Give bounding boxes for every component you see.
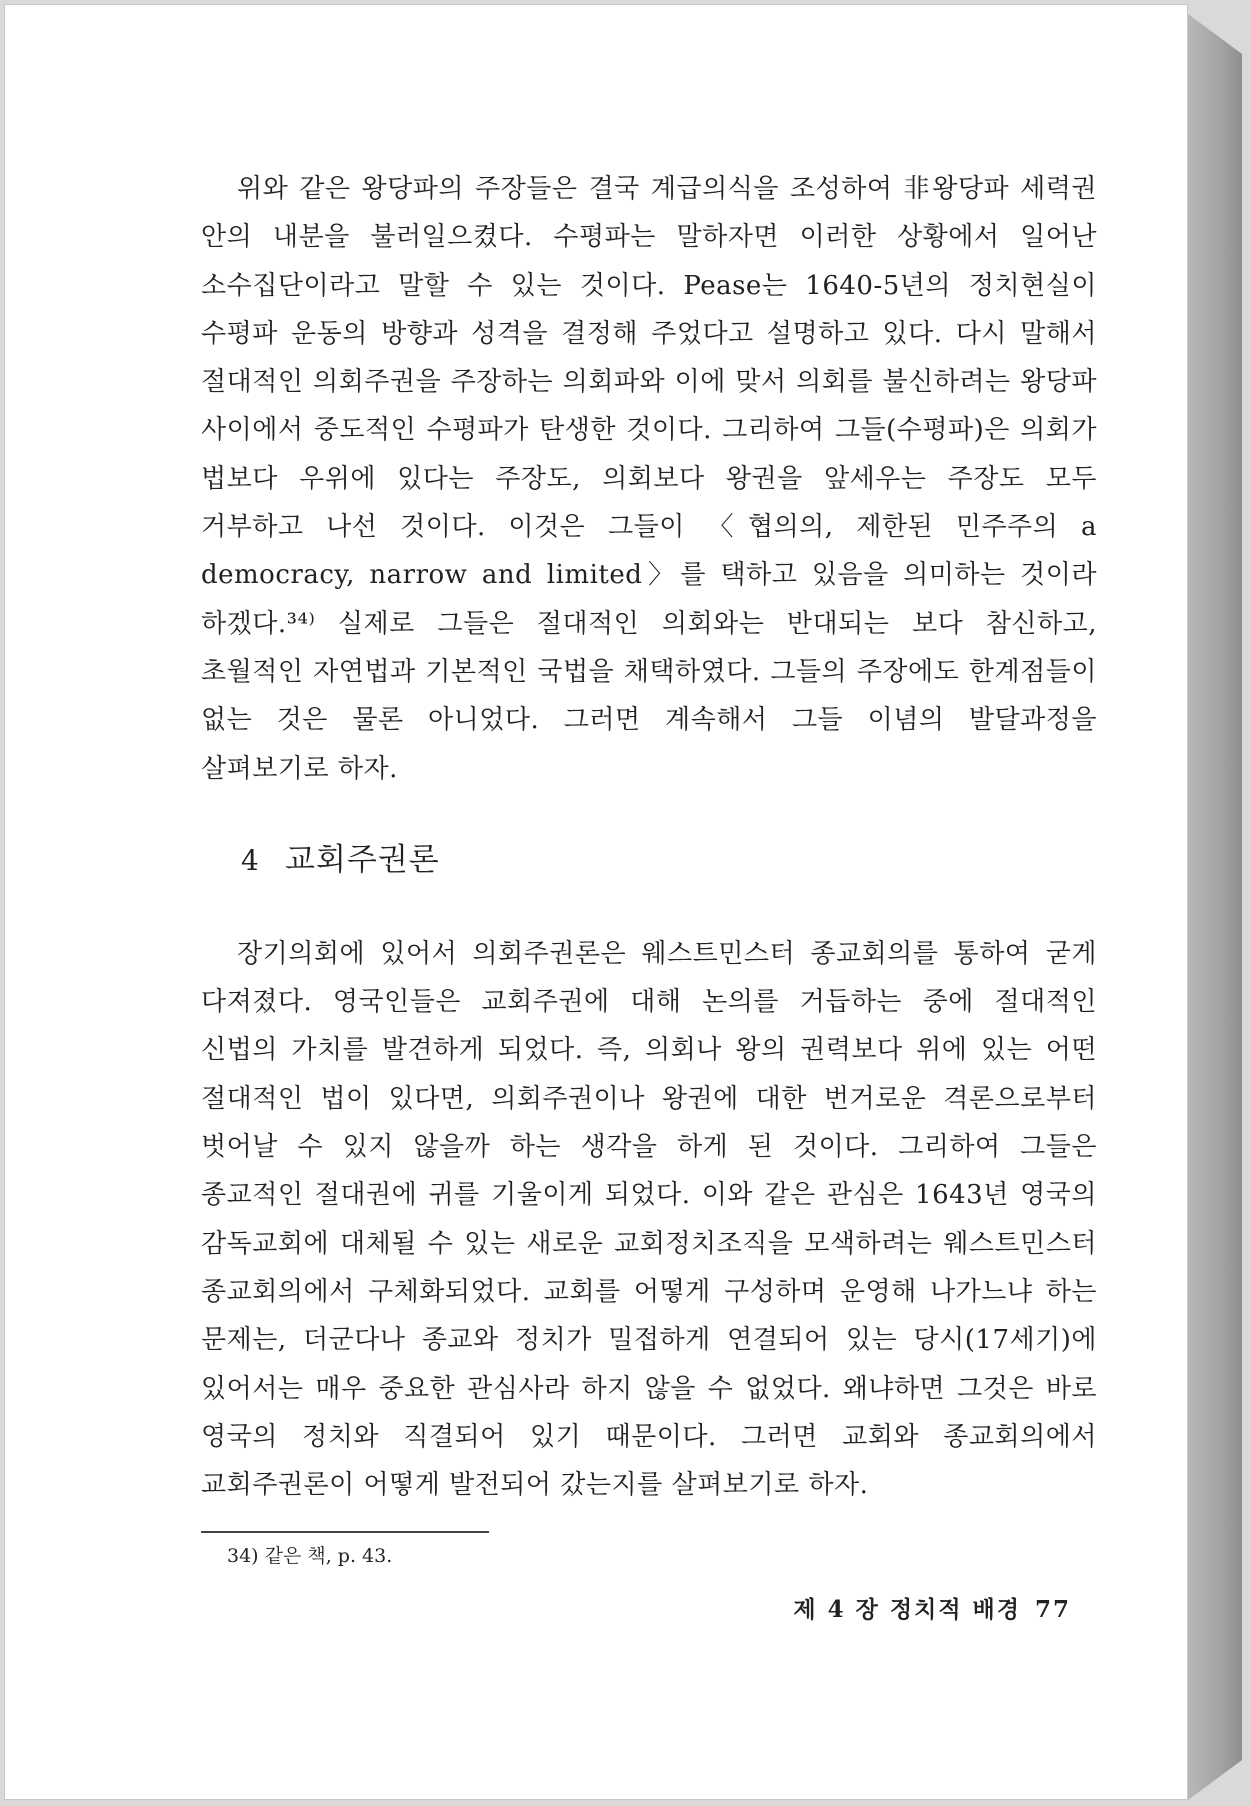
running-footer: [793, 1593, 1071, 1627]
running-title: 제 4 장 정치적 배경: [793, 1596, 1021, 1623]
section-heading: [241, 839, 1097, 882]
page-content: [201, 165, 1097, 1571]
book-page: [4, 4, 1188, 1800]
section-number: 4: [241, 843, 260, 877]
footnote: 34) 같은 책, p. 43.: [227, 1545, 393, 1568]
page-number: 77: [1034, 1596, 1071, 1623]
footnote-divider: [201, 1531, 489, 1533]
body-paragraph-1: 위와 같은 왕당파의 주장들은 결국 계급의식을 조성하여 非왕당파 세력권 안의 내분을 불러일으켰다. 수평파는 말하자면 이러한 상황에서 일어난 소수집단이라고 말할 수 있는 것이다. Pease는 1640-5년의 정치현실이 수평파 운동의 방향과 성격을 결정해 주었다고 설명하고 있다. 다시 말해서 절대적인 의회주권을 주장하는 의회파와 이에 맞서 의회를 불신하려는 왕당파 사이에서 중도적인 수평파가 탄생한 것이다. 그리하여 그들(수평파)은 의회가 법보다 우위에 있다는 주장도, 의회보다 왕권을 앞세우는 주장도 모두 거부하고 나선 것이다. 이것은 그들이 〈협의의, 제한된 민주주의 a democracy, narrow and limited〉를 택하고 있음을 의미하는 것이라 하겠다.³⁴⁾ 실제로 그들은 절대적인 의회와는 반대되는 보다 참신하고, 초월적인 자연법과 기본적인 국법을 채택하였다. 그들의 주장에도 한계점들이 없는 것은 물론 아니었다. 그러면 계속해서 그들 이념의 발달과정을 살펴보기로 하자.: [201, 174, 1097, 784]
body-paragraph-2: 장기의회에 있어서 의회주권론은 웨스트민스터 종교회의를 통하여 굳게 다져졌다. 영국인들은 교회주권에 대해 논의를 거듭하는 중에 절대적인 신법의 가치를 발견하게 되었다. 즉, 의회나 왕의 권력보다 위에 있는 어떤 절대적인 법이 있다면, 의회주권이나 왕권에 대한 번거로운 격론으로부터 벗어날 수 있지 않을까 하는 생각을 하게 된 것이다. 그리하여 그들은 종교적인 절대권에 귀를 기울이게 되었다. 이와 같은 관심은 1643년 영국의 감독교회에 대체될 수 있는 새로운 교회정치조직을 모색하려는 웨스트민스터 종교회의에서 구체화되었다. 교회를 어떻게 구성하며 운영해 나가느냐 하는 문제는, 더군다나 종교와 정치가 밀접하게 연결되어 있는 당시(17세기)에 있어서는 매우 중요한 관심사라 하지 않을 수 없었다. 왜냐하면 그것은 바로 영국의 정치와 직결되어 있기 때문이다. 그러면 교회와 종교회의에서 교회주권론이 어떻게 발전되어 갔는지를 살펴보기로 하자.: [201, 938, 1097, 1501]
page-edge-shadow: [1188, 14, 1242, 1800]
section-title: 교회주권론: [285, 841, 440, 878]
